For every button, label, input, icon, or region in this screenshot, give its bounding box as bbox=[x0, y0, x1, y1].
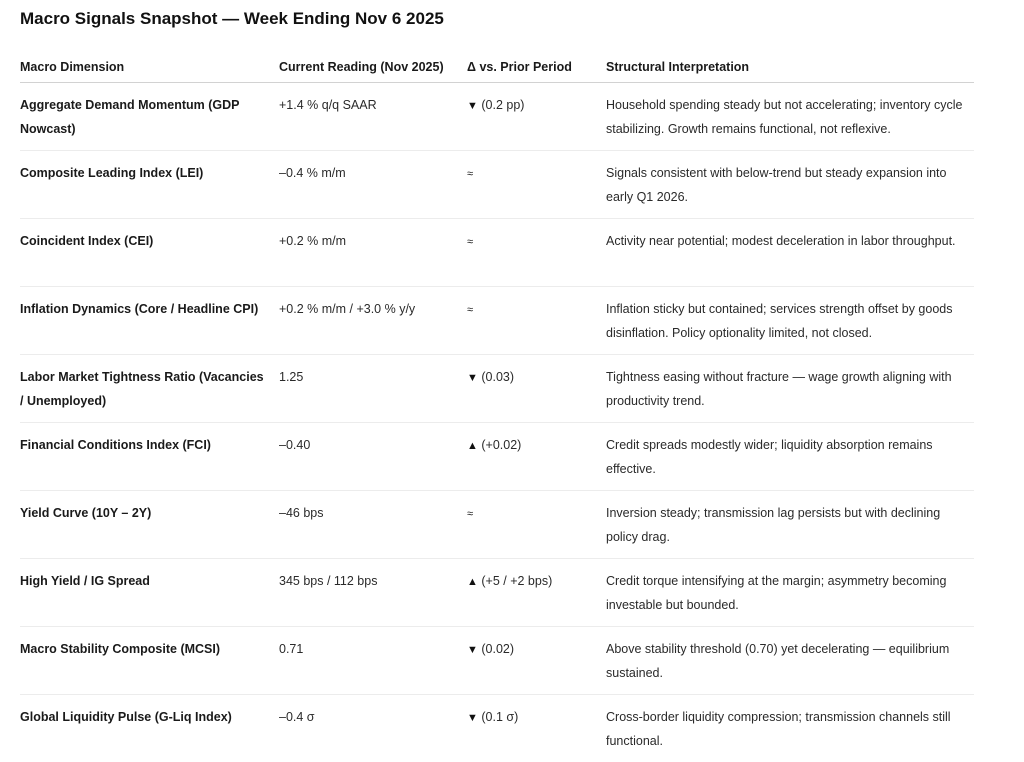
page-title: Macro Signals Snapshot — Week Ending Nov 6 2025 bbox=[20, 8, 974, 30]
cell-delta bbox=[467, 83, 606, 151]
cell-dimension: Aggregate Demand Momentum (GDP Nowcast) bbox=[20, 83, 279, 151]
delta-value: (0.1 σ) bbox=[478, 710, 518, 724]
table-row bbox=[20, 627, 974, 695]
header-current-reading: Current Reading (Nov 2025) bbox=[279, 41, 467, 83]
header-macro-dimension: Macro Dimension bbox=[20, 41, 279, 83]
cell-reading: –0.40 bbox=[279, 423, 467, 491]
cell-dimension: High Yield / IG Spread bbox=[20, 559, 279, 627]
table-row bbox=[20, 219, 974, 287]
cell-delta bbox=[467, 151, 606, 219]
table-row bbox=[20, 695, 974, 762]
approx-equal-icon: ≈ bbox=[467, 236, 473, 248]
cell-delta bbox=[467, 491, 606, 559]
cell-interpretation: Credit torque intensifying at the margin; asymmetry becoming investable but bounded. bbox=[606, 559, 974, 627]
cell-delta bbox=[467, 559, 606, 627]
cell-delta bbox=[467, 423, 606, 491]
cell-delta bbox=[467, 695, 606, 762]
delta-value: (0.03) bbox=[478, 370, 514, 384]
table-row bbox=[20, 491, 974, 559]
table-header bbox=[20, 41, 974, 83]
down-triangle-icon: ▼ bbox=[467, 712, 478, 724]
cell-dimension: Financial Conditions Index (FCI) bbox=[20, 423, 279, 491]
delta-value: (+5 / +2 bps) bbox=[478, 574, 552, 588]
delta-value: (0.02) bbox=[478, 642, 514, 656]
cell-interpretation: Activity near potential; modest deceleration in labor throughput. bbox=[606, 219, 974, 287]
table-body bbox=[20, 83, 974, 762]
header-row bbox=[20, 41, 974, 83]
cell-reading: +1.4 % q/q SAAR bbox=[279, 83, 467, 151]
down-triangle-icon: ▼ bbox=[467, 100, 478, 112]
cell-dimension: Global Liquidity Pulse (G-Liq Index) bbox=[20, 695, 279, 762]
up-triangle-icon: ▲ bbox=[467, 576, 478, 588]
cell-reading: –46 bps bbox=[279, 491, 467, 559]
cell-reading: 345 bps / 112 bps bbox=[279, 559, 467, 627]
cell-dimension: Inflation Dynamics (Core / Headline CPI) bbox=[20, 287, 279, 355]
cell-interpretation: Household spending steady but not accelerating; inventory cycle stabilizing. Growth remains functional, not reflexive. bbox=[606, 83, 974, 151]
table-row bbox=[20, 151, 974, 219]
table-row bbox=[20, 287, 974, 355]
cell-interpretation: Tightness easing without fracture — wage growth aligning with productivity trend. bbox=[606, 355, 974, 423]
cell-interpretation: Credit spreads modestly wider; liquidity absorption remains effective. bbox=[606, 423, 974, 491]
cell-dimension: Labor Market Tightness Ratio (Vacancies / Unemployed) bbox=[20, 355, 279, 423]
cell-delta bbox=[467, 627, 606, 695]
cell-dimension: Coincident Index (CEI) bbox=[20, 219, 279, 287]
cell-reading: +0.2 % m/m bbox=[279, 219, 467, 287]
document-page bbox=[20, 0, 974, 762]
cell-interpretation: Cross-border liquidity compression; transmission channels still functional. bbox=[606, 695, 974, 762]
macro-signals-table bbox=[20, 41, 974, 762]
down-triangle-icon: ▼ bbox=[467, 644, 478, 656]
table-row bbox=[20, 83, 974, 151]
cell-dimension: Yield Curve (10Y – 2Y) bbox=[20, 491, 279, 559]
cell-reading: –0.4 σ bbox=[279, 695, 467, 762]
table-row bbox=[20, 355, 974, 423]
down-triangle-icon: ▼ bbox=[467, 372, 478, 384]
cell-dimension: Macro Stability Composite (MCSI) bbox=[20, 627, 279, 695]
cell-reading: –0.4 % m/m bbox=[279, 151, 467, 219]
approx-equal-icon: ≈ bbox=[467, 304, 473, 316]
cell-delta bbox=[467, 355, 606, 423]
delta-value: (0.2 pp) bbox=[478, 98, 525, 112]
header-delta: Δ vs. Prior Period bbox=[467, 41, 606, 83]
approx-equal-icon: ≈ bbox=[467, 508, 473, 520]
cell-interpretation: Inversion steady; transmission lag persists but with declining policy drag. bbox=[606, 491, 974, 559]
table-row bbox=[20, 559, 974, 627]
cell-interpretation: Signals consistent with below-trend but steady expansion into early Q1 2026. bbox=[606, 151, 974, 219]
delta-value: (+0.02) bbox=[478, 438, 521, 452]
cell-reading: 1.25 bbox=[279, 355, 467, 423]
approx-equal-icon: ≈ bbox=[467, 168, 473, 180]
cell-interpretation: Above stability threshold (0.70) yet decelerating — equilibrium sustained. bbox=[606, 627, 974, 695]
up-triangle-icon: ▲ bbox=[467, 440, 478, 452]
cell-delta bbox=[467, 287, 606, 355]
cell-delta bbox=[467, 219, 606, 287]
cell-interpretation: Inflation sticky but contained; services strength offset by goods disinflation. Policy optionality limited, not closed. bbox=[606, 287, 974, 355]
cell-dimension: Composite Leading Index (LEI) bbox=[20, 151, 279, 219]
header-structural-interpretation: Structural Interpretation bbox=[606, 41, 974, 83]
cell-reading: +0.2 % m/m / +3.0 % y/y bbox=[279, 287, 467, 355]
cell-reading: 0.71 bbox=[279, 627, 467, 695]
table-row bbox=[20, 423, 974, 491]
